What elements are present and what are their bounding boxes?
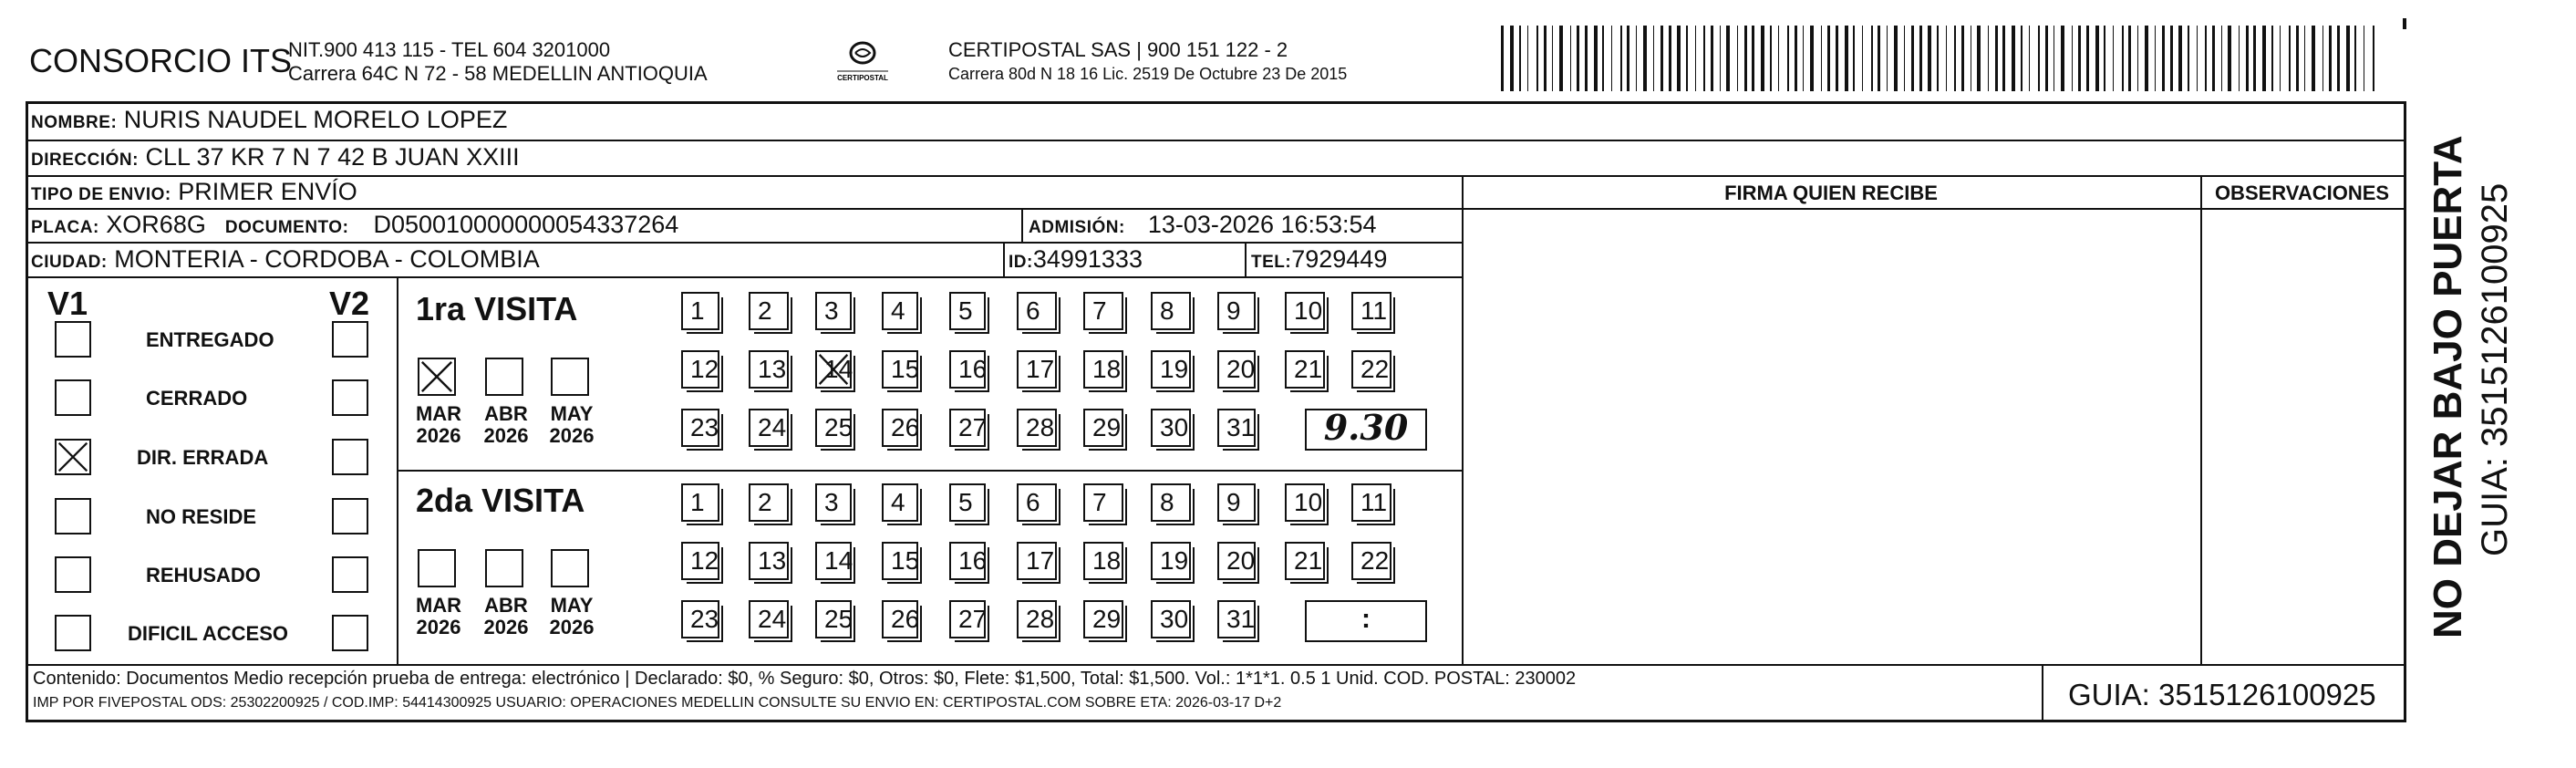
rule	[397, 470, 1462, 472]
month-checkbox[interactable]	[551, 549, 589, 587]
day-box[interactable]	[1151, 483, 1191, 522]
rule	[1003, 242, 1005, 276]
side-guia-number: GUIA: 3515126100925	[2475, 182, 2515, 556]
month-label	[543, 595, 600, 638]
day-number: 18	[1092, 546, 1122, 575]
nombre-value: NURIS NAUDEL MORELO LOPEZ	[123, 106, 508, 133]
day-box[interactable]	[815, 542, 852, 580]
time-value: 9.30	[1323, 407, 1409, 448]
nombre-label: NOMBRE:	[31, 113, 118, 132]
day-number: 14	[824, 546, 853, 575]
status-label: DIFICIL ACCESO	[128, 622, 289, 645]
day-number: 30	[1160, 605, 1189, 633]
month-year: 2026	[483, 424, 529, 447]
day-box[interactable]	[1217, 350, 1256, 389]
day-number: 24	[758, 413, 787, 441]
day-box[interactable]	[1017, 350, 1057, 389]
day-box[interactable]	[949, 542, 986, 580]
month-year: 2026	[549, 424, 595, 447]
ciudad-value: MONTERIA - CORDOBA - COLOMBIA	[114, 245, 540, 273]
day-number: 30	[1160, 413, 1189, 441]
documento-label: DOCUMENTO:	[224, 218, 349, 237]
day-box[interactable]	[882, 350, 918, 389]
day-number: 6	[1026, 296, 1040, 325]
rule	[2200, 175, 2202, 664]
day-box[interactable]	[882, 600, 918, 638]
day-x-mark	[817, 352, 850, 387]
day-number: 1	[690, 488, 705, 516]
barcode	[1501, 26, 2381, 91]
v1-checkbox[interactable]	[55, 498, 91, 534]
ciudad-label: CIUDAD:	[31, 253, 108, 272]
tel-value: 7929449	[1291, 245, 1388, 273]
day-box[interactable]	[1217, 600, 1256, 638]
documento-value: D050010000000054337264	[373, 211, 679, 238]
admision-row	[1029, 211, 1377, 242]
day-box[interactable]	[1217, 292, 1256, 330]
day-box[interactable]	[1151, 409, 1191, 447]
day-box[interactable]	[815, 350, 852, 389]
v1-heading: V1	[47, 285, 88, 322]
day-number: 20	[1226, 546, 1256, 575]
day-box[interactable]	[949, 292, 986, 330]
day-box[interactable]	[882, 542, 918, 580]
rule	[26, 175, 2406, 177]
visit-title: 2da VISITA	[416, 482, 585, 519]
day-box[interactable]	[1017, 409, 1057, 447]
month-checkbox[interactable]	[418, 358, 456, 396]
day-number: 25	[824, 605, 853, 633]
day-number: 27	[958, 605, 988, 633]
id-label: ID:	[1009, 253, 1033, 272]
month-label	[410, 403, 467, 447]
placa-value: XOR68G	[106, 211, 206, 238]
v2-checkbox[interactable]	[332, 439, 368, 475]
day-box[interactable]	[1083, 600, 1123, 638]
day-number: 28	[1026, 605, 1055, 633]
day-box[interactable]	[1285, 292, 1325, 330]
day-box[interactable]	[1351, 542, 1391, 580]
day-box[interactable]	[749, 542, 789, 580]
day-number: 17	[1026, 546, 1055, 575]
day-box[interactable]	[1285, 350, 1325, 389]
v2-checkbox[interactable]	[332, 379, 368, 416]
day-box[interactable]	[1217, 483, 1256, 522]
day-box[interactable]	[681, 292, 719, 330]
day-number: 10	[1294, 488, 1323, 516]
day-number: 18	[1092, 355, 1122, 383]
tipo-envio-label: TIPO DE ENVIO:	[31, 185, 171, 204]
v2-checkbox[interactable]	[332, 615, 368, 651]
day-number: 14	[824, 355, 853, 383]
admision-value: 13-03-2026 16:53:54	[1147, 211, 1377, 238]
status-label: NO RESIDE	[146, 505, 257, 528]
day-number: 8	[1160, 488, 1174, 516]
day-box[interactable]	[681, 483, 719, 522]
status-label: ENTREGADO	[146, 328, 274, 351]
rule	[26, 140, 2406, 141]
month-checkbox[interactable]	[551, 358, 589, 396]
rule	[397, 276, 398, 664]
day-number: 25	[824, 413, 853, 441]
day-box[interactable]	[1017, 483, 1057, 522]
day-box[interactable]	[882, 409, 918, 447]
v1-checkbox[interactable]	[55, 615, 91, 651]
day-number: 21	[1294, 355, 1323, 383]
day-number: 1	[690, 296, 705, 325]
id-value: 34991333	[1032, 245, 1143, 273]
time-box[interactable]	[1305, 409, 1427, 451]
day-box[interactable]	[949, 409, 986, 447]
company-name: CONSORCIO ITS	[29, 42, 293, 79]
direccion-label: DIRECCIÓN:	[31, 150, 139, 170]
day-number: 29	[1092, 605, 1122, 633]
v1-checkbox[interactable]	[55, 556, 91, 593]
day-box[interactable]	[1151, 292, 1191, 330]
day-box[interactable]	[749, 600, 789, 638]
day-number: 26	[891, 605, 920, 633]
day-number: 23	[690, 413, 719, 441]
month-checkbox[interactable]	[418, 549, 456, 587]
day-number: 24	[758, 605, 787, 633]
contenido-line: Contenido: Documentos Medio recepción prueba de entrega: electrónico | Declarado: $0, % Seguro: $0, Otros: $0, Flete: $1,500, Total: $1,500. Vol.: 1*1*1. 0.5 1 Unid. COD. POSTAL: 230002	[33, 669, 1577, 689]
day-number: 29	[1092, 413, 1122, 441]
day-box[interactable]	[1017, 292, 1057, 330]
day-number: 12	[690, 355, 719, 383]
month-year: 2026	[549, 616, 595, 638]
day-box[interactable]	[749, 483, 789, 522]
time-value: :	[1361, 604, 1371, 634]
day-number: 22	[1360, 546, 1390, 575]
day-box[interactable]	[1083, 483, 1123, 522]
month-name: MAY	[550, 402, 594, 425]
day-number: 10	[1294, 296, 1323, 325]
day-number: 19	[1160, 546, 1189, 575]
day-number: 28	[1026, 413, 1055, 441]
tipo-envio-row	[31, 178, 357, 209]
no-dejar-bajo-puerta: NO DEJAR BAJO PUERTA	[2426, 135, 2470, 638]
visit-title: 1ra VISITA	[416, 290, 578, 327]
day-box[interactable]	[949, 350, 986, 389]
v2-checkbox[interactable]	[332, 321, 368, 358]
day-box[interactable]	[1151, 600, 1191, 638]
day-box[interactable]	[1285, 483, 1325, 522]
day-number: 3	[824, 296, 839, 325]
day-box[interactable]	[949, 600, 986, 638]
day-box[interactable]	[749, 292, 789, 330]
day-number: 21	[1294, 546, 1323, 575]
day-box[interactable]	[1151, 542, 1191, 580]
day-number: 2	[758, 296, 772, 325]
direccion-value: CLL 37 KR 7 N 7 42 B JUAN XXIII	[145, 143, 520, 171]
day-box[interactable]	[815, 483, 852, 522]
day-number: 9	[1226, 488, 1241, 516]
month-label	[478, 403, 534, 447]
day-box[interactable]	[1083, 542, 1123, 580]
day-number: 3	[824, 488, 839, 516]
v2-heading: V2	[329, 285, 370, 322]
svg-text:CERTIPOSTAL: CERTIPOSTAL	[837, 74, 888, 82]
admision-label: ADMISIÓN:	[1029, 218, 1125, 237]
day-box[interactable]	[749, 409, 789, 447]
month-name: ABR	[484, 402, 528, 425]
month-label	[478, 595, 534, 638]
rule	[2404, 175, 2405, 664]
day-number: 7	[1092, 488, 1107, 516]
day-box[interactable]	[815, 292, 852, 330]
direccion-row	[31, 143, 520, 174]
nombre-row	[31, 106, 507, 137]
day-box[interactable]	[1017, 600, 1057, 638]
rule	[1021, 208, 1023, 243]
tel-label: TEL:	[1251, 253, 1292, 272]
impresion-line: IMP POR FIVEPOSTAL ODS: 25302200925 / COD.IMP: 54414300925 USUARIO: OPERACIONES MEDELLIN CONSULTE SU ENVIO EN: CERTIPOSTAL.COM SOBRE ETA: 2026-03-17 D+2	[33, 695, 1282, 711]
day-number: 26	[891, 413, 920, 441]
month-name: ABR	[484, 594, 528, 617]
day-number: 8	[1160, 296, 1174, 325]
day-number: 4	[891, 488, 905, 516]
certipostal-info	[948, 38, 1347, 86]
day-box[interactable]	[1217, 409, 1256, 447]
day-box[interactable]	[681, 600, 719, 638]
v2-checkbox[interactable]	[332, 556, 368, 593]
certipostal-nit-line: CERTIPOSTAL SAS | 900 151 122 - 2	[948, 38, 1288, 61]
day-box[interactable]	[815, 409, 852, 447]
rule	[1462, 175, 1464, 664]
rule	[26, 208, 2406, 210]
day-box[interactable]	[1017, 542, 1057, 580]
day-number: 2	[758, 488, 772, 516]
day-number: 11	[1360, 488, 1388, 516]
day-box[interactable]	[1083, 409, 1123, 447]
month-name: MAY	[550, 594, 594, 617]
status-label: DIR. ERRADA	[137, 446, 269, 469]
month-name: MAR	[415, 594, 462, 617]
guia-number: GUIA: 3515126100925	[2068, 678, 2376, 711]
month-checkbox[interactable]	[485, 358, 523, 396]
id-row	[1009, 245, 1143, 276]
day-box[interactable]	[1217, 542, 1256, 580]
company-address-line: Carrera 64C N 72 - 58 MEDELLIN ANTIOQUIA	[288, 62, 708, 85]
day-number: 16	[958, 355, 988, 383]
tipo-envio-value: PRIMER ENVÍO	[178, 178, 357, 205]
day-number: 19	[1160, 355, 1189, 383]
day-box[interactable]	[749, 350, 789, 389]
tel-row	[1251, 245, 1387, 276]
day-number: 31	[1226, 605, 1256, 633]
day-number: 15	[891, 355, 920, 383]
day-number: 31	[1226, 413, 1256, 441]
day-box[interactable]	[1151, 350, 1191, 389]
day-box[interactable]	[882, 292, 918, 330]
day-box[interactable]	[681, 350, 719, 389]
rule	[1245, 242, 1247, 276]
day-number: 9	[1226, 296, 1241, 325]
day-number: 4	[891, 296, 905, 325]
day-number: 5	[958, 296, 973, 325]
day-box[interactable]	[681, 409, 719, 447]
status-label: CERRADO	[146, 387, 248, 410]
month-year: 2026	[416, 424, 461, 447]
day-number: 5	[958, 488, 973, 516]
month-year: 2026	[483, 616, 529, 638]
day-number: 13	[758, 355, 787, 383]
day-box[interactable]	[949, 483, 986, 522]
month-year: 2026	[416, 616, 461, 638]
certipostal-address-line: Carrera 80d N 18 16 Lic. 2519 De Octubre 23 De 2015	[948, 65, 1348, 83]
day-box[interactable]	[1351, 350, 1391, 389]
day-number: 6	[1026, 488, 1040, 516]
day-box[interactable]	[1083, 292, 1123, 330]
corner-mark	[2403, 18, 2406, 29]
day-number: 16	[958, 546, 988, 575]
month-label	[543, 403, 600, 447]
day-number: 7	[1092, 296, 1107, 325]
company-nit-line: NIT.900 413 115 - TEL 604 3201000	[288, 38, 611, 61]
placa-label: PLACA:	[31, 218, 99, 237]
placa-documento-row	[31, 211, 678, 242]
day-box[interactable]	[882, 483, 918, 522]
ciudad-row	[31, 245, 540, 276]
day-number: 15	[891, 546, 920, 575]
month-label	[410, 595, 467, 638]
day-number: 13	[758, 546, 787, 575]
day-number: 23	[690, 605, 719, 633]
status-label: REHUSADO	[146, 564, 261, 586]
day-number: 20	[1226, 355, 1256, 383]
day-box[interactable]	[681, 542, 719, 580]
day-number: 22	[1360, 355, 1390, 383]
time-box[interactable]	[1305, 600, 1427, 642]
observaciones-label: OBSERVACIONES	[2214, 182, 2390, 204]
v2-checkbox[interactable]	[332, 498, 368, 534]
day-box[interactable]	[1083, 350, 1123, 389]
day-box[interactable]	[815, 600, 852, 638]
day-number: 12	[690, 546, 719, 575]
day-box[interactable]	[1351, 292, 1391, 330]
v1-checkbox[interactable]	[55, 379, 91, 416]
month-checkbox[interactable]	[485, 549, 523, 587]
firma-label: FIRMA QUIEN RECIBE	[1724, 182, 1938, 204]
day-box[interactable]	[1285, 542, 1325, 580]
month-name: MAR	[415, 402, 462, 425]
day-number: 17	[1026, 355, 1055, 383]
day-box[interactable]	[1351, 483, 1391, 522]
day-number: 27	[958, 413, 988, 441]
company-nit-block	[288, 38, 708, 86]
v1-checkbox[interactable]	[55, 321, 91, 358]
v1-checkbox[interactable]	[55, 439, 91, 475]
day-number: 11	[1360, 296, 1388, 325]
certipostal-logo	[832, 35, 894, 86]
rule	[26, 276, 1462, 278]
